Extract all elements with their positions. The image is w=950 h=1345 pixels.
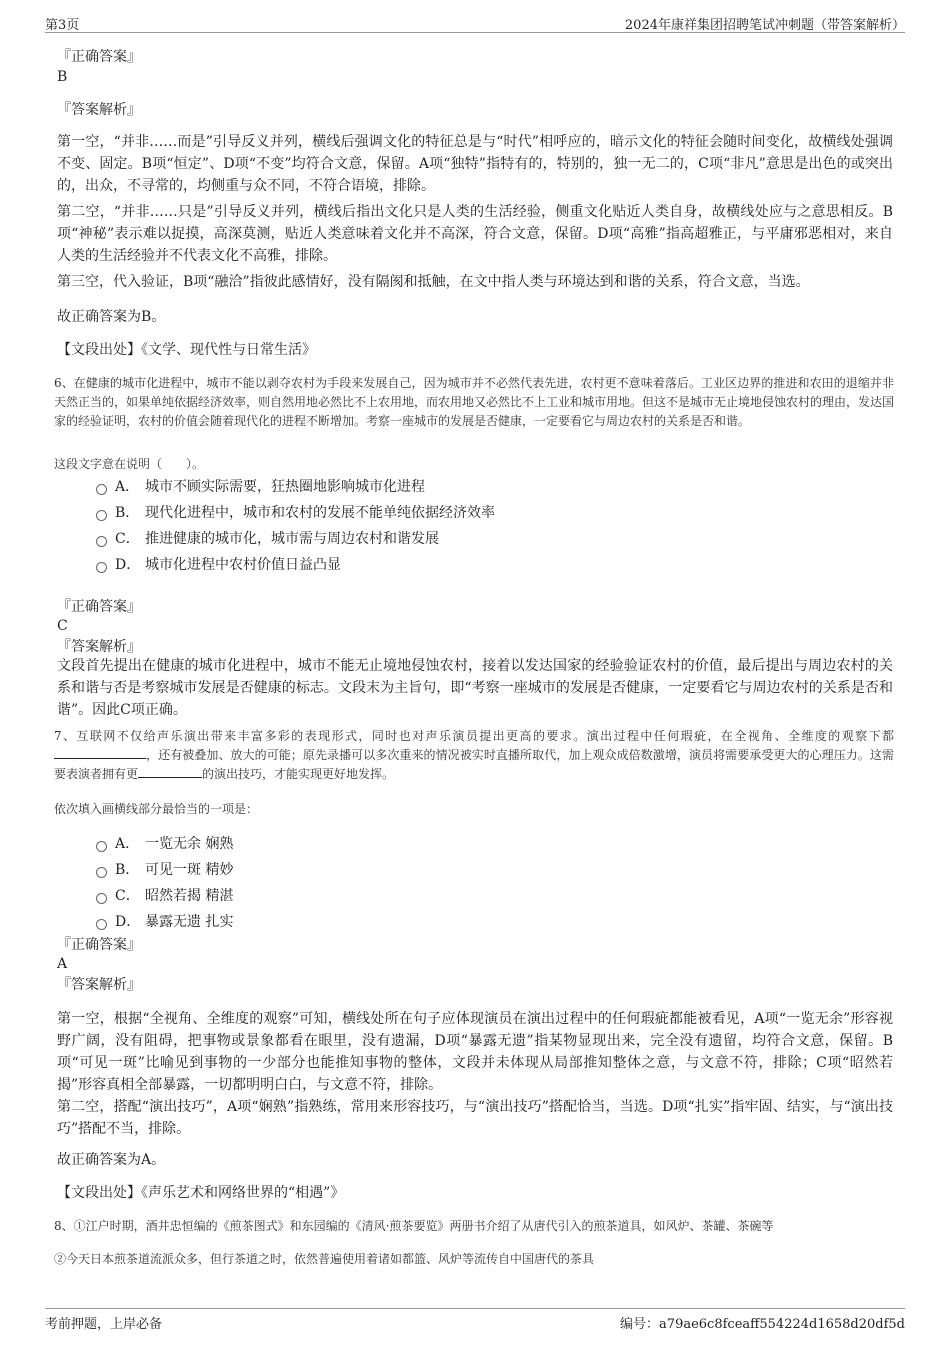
analysis-paragraph: 文段首先提出在健康的城市化进程中，城市不能无止境地侵蚀农村，接着以发达国家的经验验证农村的价值，最后提出与周边农村的关系和谐与否是考察城市发展是否健康的标志。文段末为主旨句，即“考察一座城市的发展是否健康，一定要看它与周边农村的关系是否和谐”。因此C项正确。	[57, 658, 893, 718]
source-citation: 【文段出处】《声乐艺术和网络世界的“相遇”》	[57, 1185, 345, 1201]
question-stem: ②今天日本煎茶道流派众多，但行茶道之时，依然普遍使用着诸如都篮、风炉等流传自中国唐代的茶具	[54, 1252, 595, 1266]
answer-value: B	[57, 69, 68, 85]
radio-icon[interactable]	[96, 867, 107, 878]
question-stem: 7、互联网不仅给声乐演出带来丰富多彩的表现形式，同时也对声乐演员提出更高的要求。演出过程中任何瑕疵，在全视角、全维度的观察下都，还有被叠加、放大的可能；原先录播可以多次重来的情况被实时直播所取代，加上观众成倍数激增，演员将需要承受更大的心理压力。这需要表演者拥有更 的演出技巧，才能实现更好地发挥。	[54, 729, 894, 781]
footer-divider	[45, 1308, 905, 1309]
footer-slogan: 考前押题，上岸必备	[45, 1317, 163, 1332]
analysis-paragraph: 第一空，根据“全视角、全维度的观察”可知，横线处所在句子应体现演员在演出过程中的任何瑕疵都能被看见，A项“一览无余”形容视野广阔，没有阻碍，把事物或景象都看在眼里，没有遗漏，D项“暴露无遗”指某物显现出来，完全没有遗留，均符合文意，保留。B项“可见一斑”比喻见到事物的一少部分也能推知事物的整体，文段并未体现从局部推知整体之意，与文意不符，排除；C项“昭然若揭”形容真相全部暴露，一切都明明白白，与文意不符，排除。	[57, 1011, 893, 1093]
radio-icon[interactable]	[96, 510, 107, 521]
answer-value: C	[57, 618, 68, 634]
analysis-conclusion: 故正确答案为B。	[57, 309, 166, 325]
radio-icon[interactable]	[96, 919, 107, 930]
option-d[interactable]: D． 暴露无遗 扎实	[96, 912, 233, 932]
option-c[interactable]: C． 昭然若揭 精湛	[96, 886, 233, 906]
analysis-conclusion: 故正确答案为A。	[57, 1152, 166, 1168]
option-c[interactable]: C． 推进健康的城市化，城市需与周边农村和谐发展	[96, 529, 439, 549]
document-id: 编号：a79ae6c8fceaff554224d1658d20df5d	[620, 1317, 905, 1332]
source-citation: 【文段出处】《文学、现代性与日常生活》	[57, 342, 316, 358]
document-title: 2024年康祥集团招聘笔试冲刺题（带答案解析）	[624, 18, 905, 33]
question-prompt: 依次填入画横线部分最恰当的一项是：	[54, 802, 259, 816]
answer-label: 『正确答案』	[57, 599, 141, 615]
radio-icon[interactable]	[96, 841, 107, 852]
analysis-label: 『答案解析』	[57, 977, 141, 993]
analysis-paragraph: 第三空，代入验证，B项“融洽”指彼此感情好，没有隔阂和抵触，在文中指人类与环境达到和谐的关系，符合文意，当选。	[57, 274, 810, 290]
fill-blank-1	[54, 746, 146, 759]
question-prompt: 这段文字意在说明（ ）。	[54, 457, 205, 471]
radio-icon[interactable]	[96, 536, 107, 547]
page-number: 第3页	[45, 18, 80, 33]
option-d[interactable]: D． 城市化进程中农村价值日益凸显	[96, 555, 341, 575]
analysis-label: 『答案解析』	[57, 639, 141, 655]
question-stem: 6、在健康的城市化进程中，城市不能以剥夺农村为手段来发展自己，因为城市并不必然代表先进，农村更不意味着落后。工业区边界的推进和农田的退缩并非天然正当的，如果单纯依据经济效率，则自然用地必然比不上农用地，而农用地又必然比不上工业和城市用地。但这不是城市无止境地侵蚀农村的理由，发达国家的经验证明，农村的价值会随着现代化的进程不断增加。考察一座城市的发展是否健康，一定要看它与周边农村的关系是否和谐。	[54, 376, 895, 428]
analysis-paragraph: 第一空，“并非……而是”引导反义并列，横线后强调文化的特征总是与“时代”相呼应的，暗示文化的特征会随时间变化，故横线处强调不变、固定。B项“恒定”、D项“不变”均符合文意，保留。A项“独特”指特有的，特别的，独一无二的，C项“非凡”意思是出色的或突出的，出众，不寻常的，均侧重与众不同，不符合语境，排除。	[57, 134, 893, 194]
option-a[interactable]: A． 一览无余 娴熟	[96, 834, 233, 854]
analysis-paragraph: 第二空，搭配“演出技巧”，A项“娴熟”指熟练，常用来形容技巧，与“演出技巧”搭配恰当，当选。D项“扎实”指牢固、结实，与“演出技巧”搭配不当，排除。	[57, 1099, 893, 1137]
question-stem: 8、①江户时期，酒井忠恒编的《煎茶图式》和东园编的《清风·煎茶要览》两册书介绍了从唐代引入的煎茶道具，如风炉、茶罐、茶碗等	[54, 1219, 774, 1233]
option-b[interactable]: B． 现代化进程中，城市和农村的发展不能单纯依据经济效率	[96, 503, 495, 523]
answer-value: A	[57, 956, 68, 972]
radio-icon[interactable]	[96, 484, 107, 495]
option-b[interactable]: B． 可见一斑 精妙	[96, 860, 233, 880]
answer-label: 『正确答案』	[57, 49, 141, 65]
analysis-paragraph: 第二空，“并非……只是”引导反义并列，横线后指出文化只是人类的生活经验，侧重文化贴近人类自身，故横线处应与之意思相反。B项“神秘”表示难以捉摸，高深莫测，贴近人类意味着文化并不高深，符合文意，保留。D项“高雅”指高超雅正，与平庸邪恶相对，来自人类的生活经验并不代表文化不高雅，排除。	[57, 204, 893, 264]
analysis-label: 『答案解析』	[57, 102, 141, 118]
fill-blank-2	[138, 765, 202, 778]
answer-label: 『正确答案』	[57, 937, 141, 953]
radio-icon[interactable]	[96, 893, 107, 904]
option-a[interactable]: A． 城市不顾实际需要，狂热圈地影响城市化进程	[96, 477, 425, 497]
radio-icon[interactable]	[96, 562, 107, 573]
header-divider	[45, 32, 905, 33]
